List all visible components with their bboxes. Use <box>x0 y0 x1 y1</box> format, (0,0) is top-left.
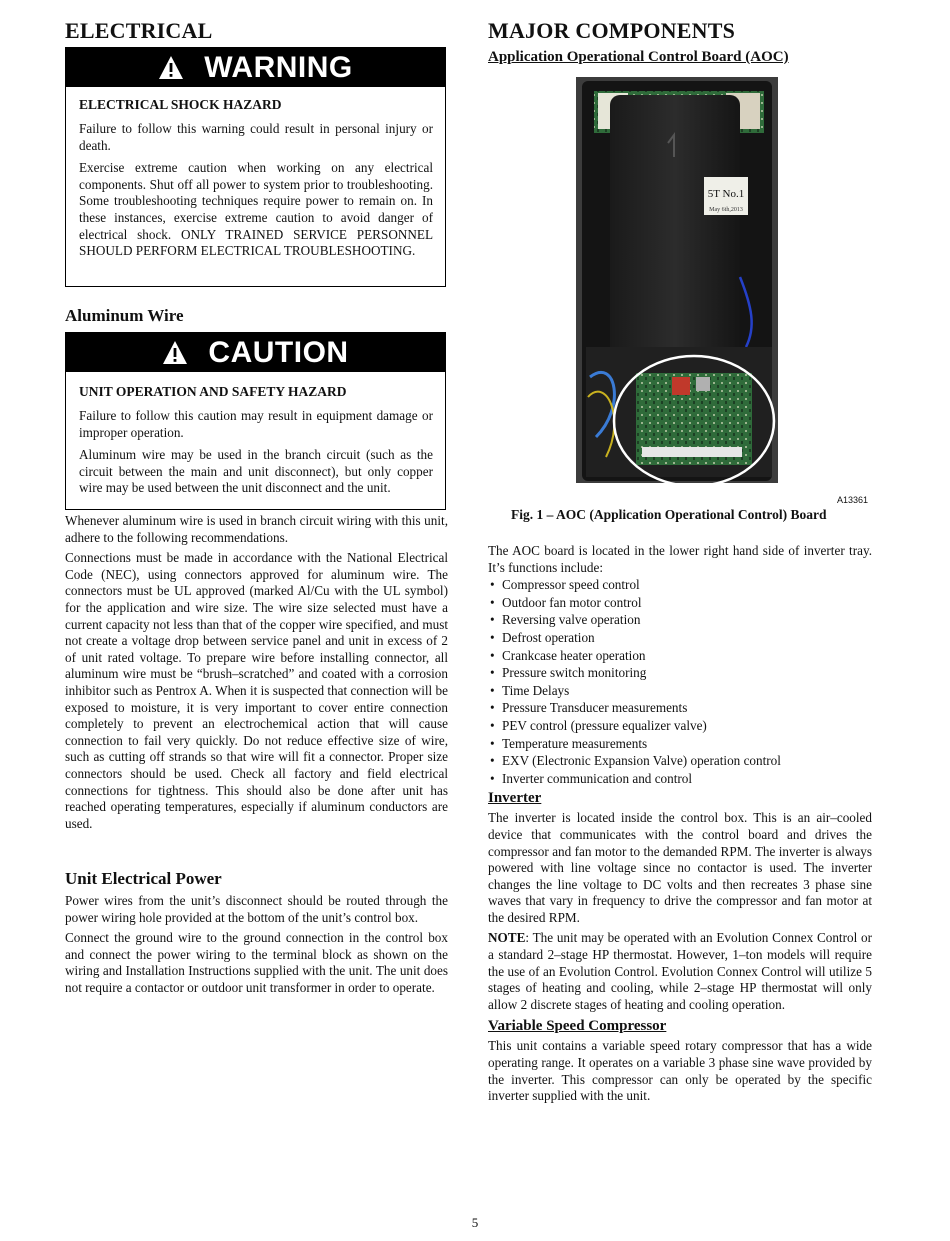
list-item: • Inverter communication and control <box>488 770 872 788</box>
heading-unit-electrical-power: Unit Electrical Power <box>65 869 222 888</box>
list-item: • Time Delays <box>488 682 872 700</box>
warning-paragraph: Exercise extreme caution when working on any electrical components. Shut off all power to system prior to troubleshooting. Some troubleshooting techniques require power to remain on. In these instances, exercise extreme caution to avoid danger of electrical shock. ONLY TRAINED SERVICE PERSONNEL SHOULD PERFORM ELECTRICAL TROUBLESHOOTING. <box>79 160 433 259</box>
list-item: • Compressor speed control <box>488 576 872 594</box>
figure-caption: Fig. 1 – AOC (Application Operational Control) Board <box>511 507 827 522</box>
warning-paragraph: Failure to follow this warning could result in personal injury or death. <box>79 121 433 153</box>
compressor-paragraph: This unit contains a variable speed rotary compressor that has a wide operating range. It operates on a variable 3 phase sine wave provided by the inverter. This compressor can only be operated by the specific inverter supplied with the unit. <box>488 1038 872 1104</box>
caution-paragraph: Failure to follow this caution may result in equipment damage or improper operation. <box>79 408 433 440</box>
heading-variable-speed-compressor: Variable Speed Compressor <box>488 1018 667 1035</box>
list-item: • PEV control (pressure equalizer valve) <box>488 717 872 735</box>
aluminum-paragraph: Connections must be made in accordance with the National Electrical Code (NEC), using connectors approved for aluminum wire. The connectors must be UL approved (marked Al/Cu with the UL symbol) for the application and wire size. The wire size selected must have a current capacity not less than that of the copper wire specified, and must not create a voltage drop between service panel and unit in excess of 2 of unit rated voltage. To prepare wire before installing connector, all aluminum wire must be “brush–scratched” and coated with a corrosion inhibitor such as Pentrox A. When it is suspected that connection will be exposed to moisture, it is very important to cover entire connection completely to prevent an electrochemical action that will cause connection to fail very quickly. Do not reduce effective size of wire, such as cutting off strands so that wire will fit a connector. Proper size connectors should be used. Check all factory and field electrical connections for tightness. This should also be done after unit has reached operating temperatures, especially if aluminum conductors are used. <box>65 550 448 831</box>
warning-hazard-title: ELECTRICAL SHOCK HAZARD <box>79 97 282 112</box>
aoc-board-photo <box>576 77 778 483</box>
list-item: • Reversing valve operation <box>488 611 872 629</box>
photo-label-date: May 6th,2013 <box>709 207 743 213</box>
caution-box <box>65 332 446 510</box>
list-item: • Pressure Transducer measurements <box>488 699 872 717</box>
caution-paragraph: Aluminum wire may be used in the branch circuit (such as the circuit between the main and unit disconnect), but only copper wire may be used between the unit disconnect and the unit. <box>79 447 433 496</box>
aoc-functions-list <box>488 576 872 787</box>
list-item: • EXV (Electronic Expansion Valve) operation control <box>488 752 872 770</box>
warning-box <box>65 47 446 287</box>
photo-label-text: 5T No.1 <box>707 188 745 200</box>
page-number: 5 <box>471 1215 479 1230</box>
caution-banner-label: CAUTION <box>208 335 349 369</box>
section-title-major-components: MAJOR COMPONENTS <box>488 18 736 43</box>
caution-banner <box>66 333 445 372</box>
list-item: • Outdoor fan motor control <box>488 594 872 612</box>
inverter-paragraph: The inverter is located inside the control box. This is an air–cooled device that communicates with the control board and drives the compressor and fan motor to the demanded RPM. The inverter is always powered with line voltage since no contactor is used. The inverter changes the line voltage to DC volts and then recreates 3 phase sine waves that vary in frequency to drive the compressor and fan motor at the desired RPM. <box>488 810 872 925</box>
warning-triangle-icon <box>158 55 184 81</box>
list-item: • Defrost operation <box>488 629 872 647</box>
list-item: • Temperature measurements <box>488 735 872 753</box>
warning-triangle-icon <box>162 340 188 366</box>
warning-banner <box>66 48 445 87</box>
heading-inverter: Inverter <box>488 790 542 807</box>
caution-hazard-title: UNIT OPERATION AND SAFETY HAZARD <box>79 384 347 399</box>
heading-aluminum-wire: Aluminum Wire <box>65 306 184 325</box>
list-item: • Crankcase heater operation <box>488 647 872 665</box>
aluminum-paragraph: Whenever aluminum wire is used in branch circuit wiring with this unit, adhere to the following recommendations. <box>65 513 448 545</box>
note-label: NOTE <box>488 930 526 946</box>
power-paragraph: Connect the ground wire to the ground connection in the control box and connect the power wiring to the terminal block as shown on the wiring and Installation Instructions supplied with the unit. The unit does not require a contactor or outdoor unit transformer in order to operate. <box>65 930 448 995</box>
heading-aoc: Application Operational Control Board (AOC) <box>488 49 789 65</box>
aoc-intro: The AOC board is located in the lower right hand side of inverter tray. It’s functions include: <box>488 543 872 575</box>
power-paragraph: Power wires from the unit’s disconnect should be routed through the power wiring hole provided at the bottom of the unit’s control box. <box>65 893 448 925</box>
warning-banner-label: WARNING <box>204 50 353 84</box>
list-item: • Pressure switch monitoring <box>488 664 872 682</box>
figure-code: A13361 <box>837 495 869 505</box>
note-paragraph <box>488 930 872 1013</box>
section-title-electrical: ELECTRICAL <box>65 18 213 43</box>
note-text: : The unit may be operated with an Evolution Connex Control or a standard 2–stage HP thermostat. However, 1–ton models will require the use of an Evolution Control. Evolution Connex Control will utilize 5 stages of heating and cooling, while 2–stage HP thermostat will only allow 2 discrete stages of heating and cooling operation. <box>488 930 872 1012</box>
